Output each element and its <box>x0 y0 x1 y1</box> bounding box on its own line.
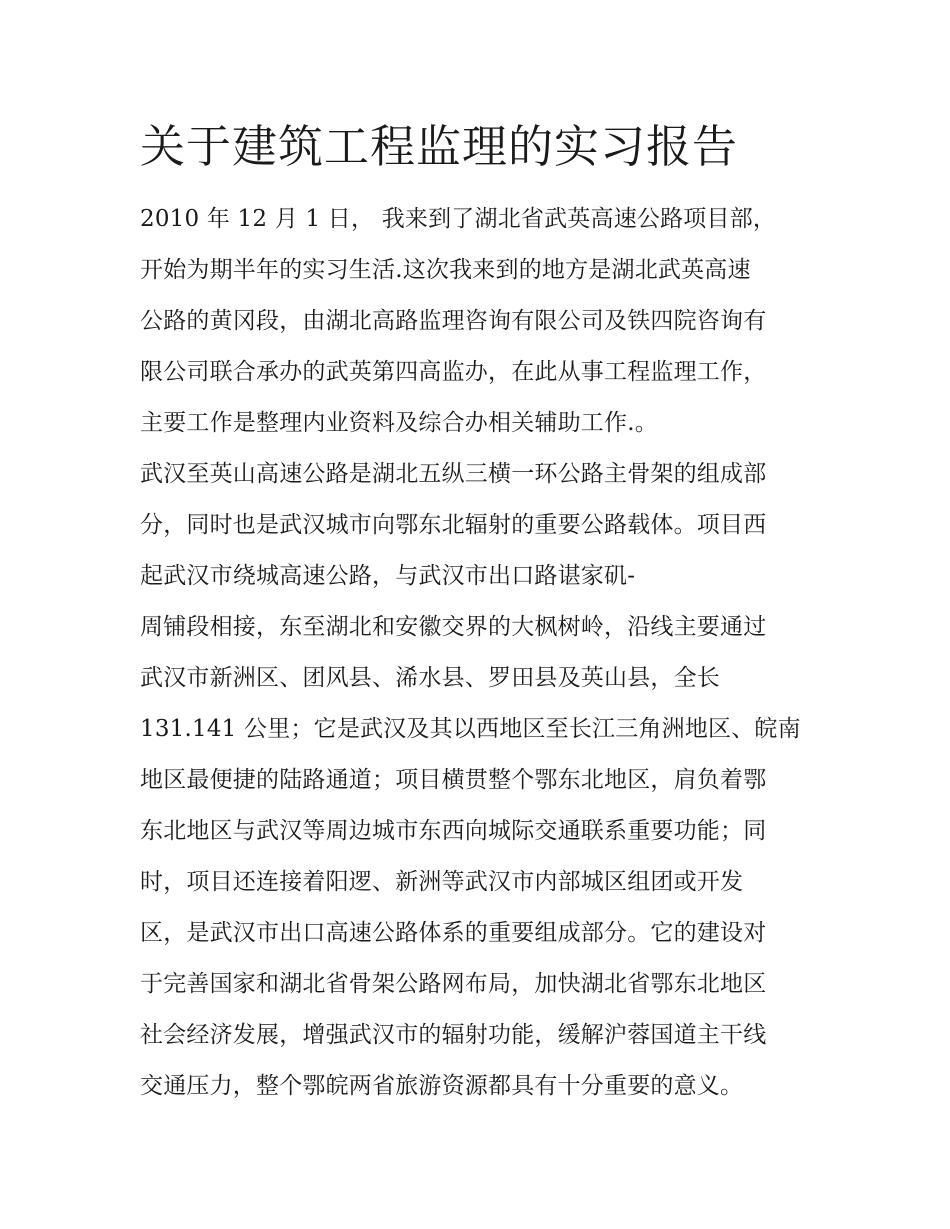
paragraph-line: 周铺段相接，东至湖北和安徽交界的大枫树岭，沿线主要通过 <box>140 614 767 640</box>
paragraph-intro <box>140 194 820 449</box>
paragraph-line: 交通压力，整个鄂皖两省旅游资源都具有十分重要的意义。 <box>140 1073 744 1099</box>
paragraph-line: 武汉市新洲区、团风县、浠水县、罗田县及英山县，全长 <box>140 665 720 691</box>
document-page <box>140 112 820 1112</box>
paragraph-line: 限公司联合承办的武英第四高监办，在此从事工程监理工作， <box>140 359 767 385</box>
paragraph-line: 主要工作是整理内业资料及综合办相关辅助工作.。 <box>140 410 658 436</box>
paragraph-line: 社会经济发展，增强武汉市的辐射功能，缓解沪蓉国道主干线 <box>140 1022 767 1048</box>
paragraph-line: 区，是武汉市出口高速公路体系的重要组成部分。它的建设对 <box>140 920 767 946</box>
paragraph-project-overview <box>140 449 820 1112</box>
paragraph-line: 分，同时也是武汉城市向鄂东北辐射的重要公路载体。项目西 <box>140 512 767 538</box>
paragraph-line: 时，项目还连接着阳逻、新洲等武汉市内部城区组团或开发 <box>140 869 744 895</box>
paragraph-line: 2010 年 12 月 1 日， 我来到了湖北省武英高速公路项目部， <box>140 206 777 232</box>
paragraph-line: 武汉至英山高速公路是湖北五纵三横一环公路主骨架的组成部 <box>140 461 767 487</box>
paragraph-line: 131.141 公里；它是武汉及其以西地区至长江三角洲地区、皖南 <box>140 716 801 742</box>
paragraph-line: 起武汉市绕城高速公路，与武汉市出口路谌家矶- <box>140 563 636 589</box>
paragraph-line: 地区最便捷的陆路通道；项目横贯整个鄂东北地区，肩负着鄂 <box>140 767 767 793</box>
paragraph-line: 开始为期半年的实习生活.这次我来到的地方是湖北武英高速 <box>140 257 751 283</box>
document-title: 关于建筑工程监理的实习报告 <box>140 120 739 173</box>
paragraph-line: 于完善国家和湖北省骨架公路网布局，加快湖北省鄂东北地区 <box>140 971 767 997</box>
paragraph-line: 东北地区与武汉等周边城市东西向城际交通联系重要功能；同 <box>140 818 767 844</box>
paragraph-line: 公路的黄冈段，由湖北高路监理咨询有限公司及铁四院咨询有 <box>140 308 767 334</box>
